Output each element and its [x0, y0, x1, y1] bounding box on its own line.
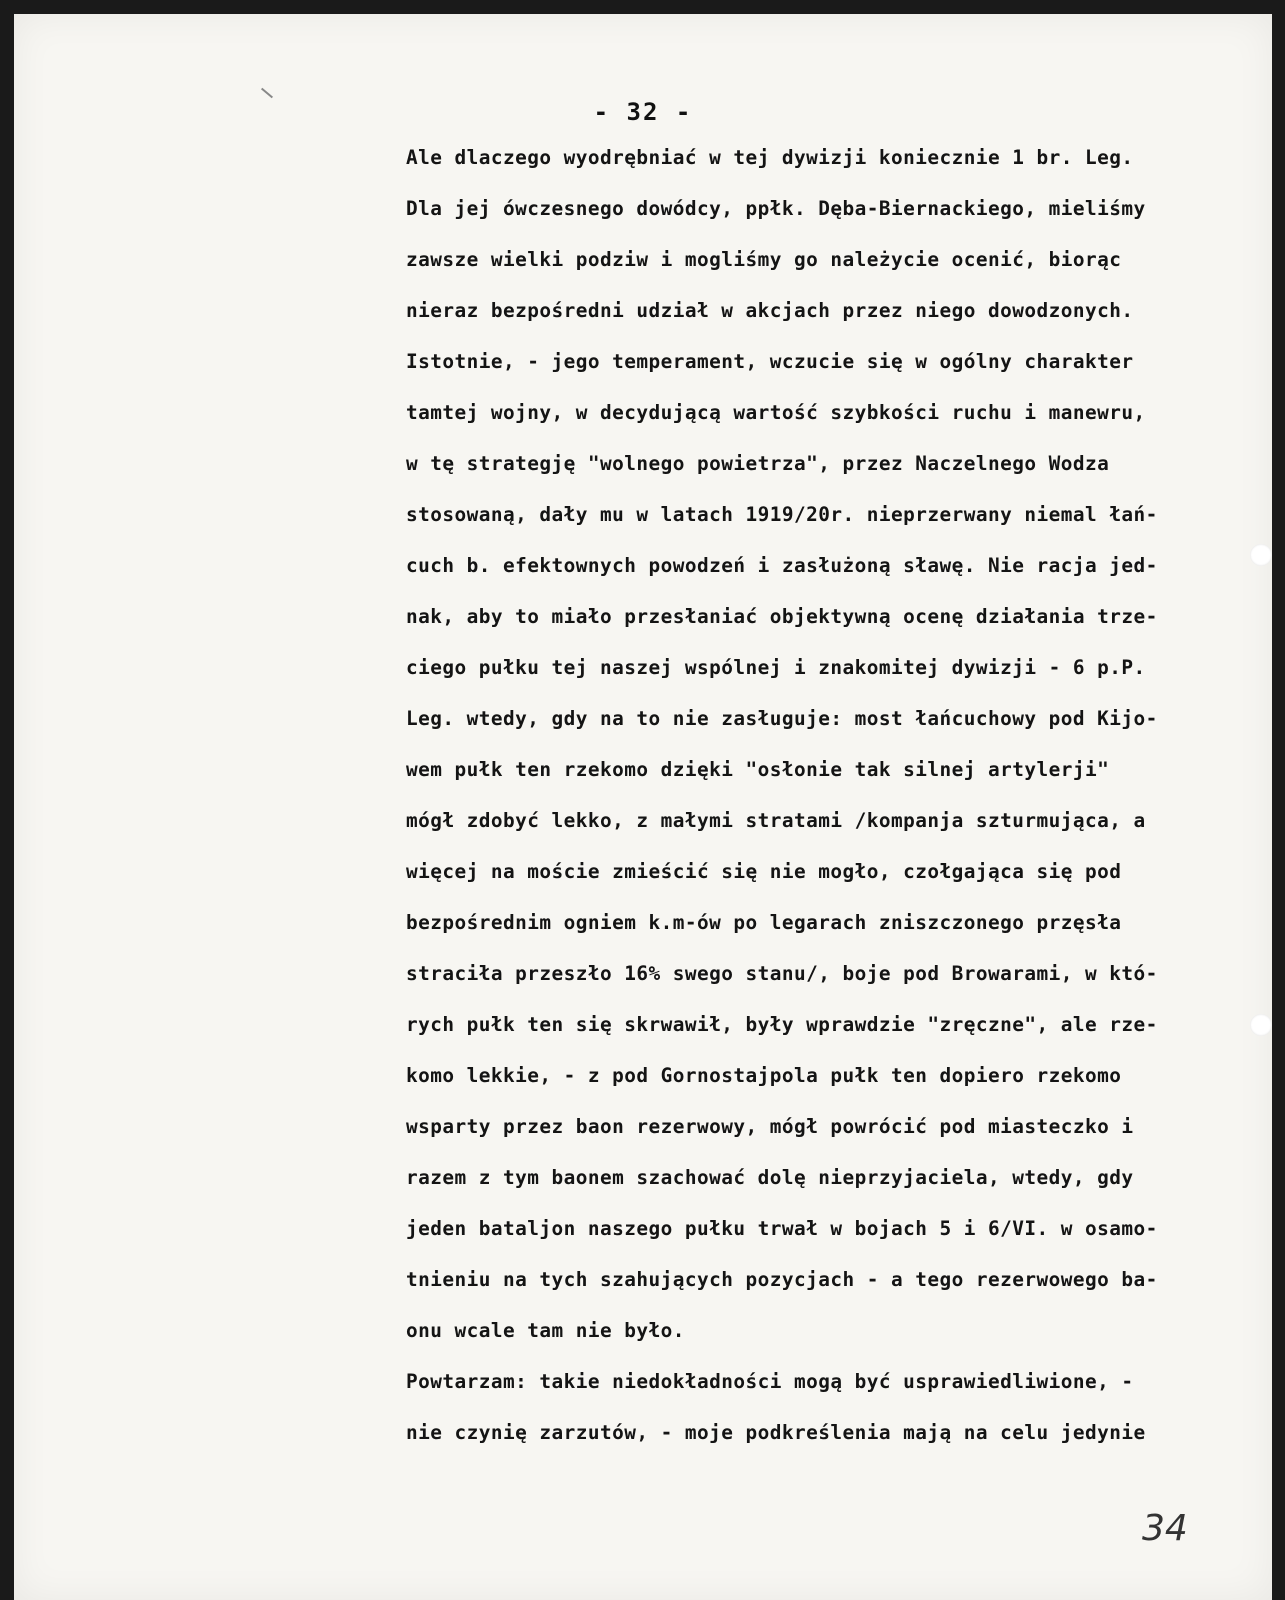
text-line: tamtej wojny, w decydującą wartość szybkości ruchu i manewru,: [406, 401, 1146, 424]
document-page: [14, 14, 1272, 1600]
text-line: cuch b. efektownych powodzeń i zasłużoną sławę. Nie racja jed-: [406, 554, 1158, 577]
text-line: razem z tym baonem szachować dolę nieprzyjaciela, wtedy, gdy: [406, 1166, 1134, 1189]
text-line: Powtarzam: takie niedokładności mogą być usprawiedliwione, -: [406, 1370, 1134, 1393]
text-line: wsparty przez baon rezerwowy, mógł powrócić pod miasteczko i: [406, 1115, 1134, 1138]
text-line: mógł zdobyć lekko, z małymi stratami /kompanja szturmująca, a: [406, 809, 1146, 832]
text-line: zawsze wielki podziw i mogliśmy go należycie ocenić, biorąc: [406, 248, 1122, 271]
text-line: tnieniu na tych szahujących pozycjach - a tego rezerwowego ba-: [406, 1268, 1158, 1291]
text-line: w tę strategję "wolnego powietrza", przez Naczelnego Wodza: [406, 452, 1110, 475]
text-line: komo lekkie, - z pod Gornostajpola pułk ten dopiero rzekomo: [406, 1064, 1122, 1087]
text-line: nak, aby to miało przesłaniać objektywną ocenę działania trze-: [406, 605, 1158, 628]
text-line: ciego pułku tej naszej wspólnej i znakomitej dywizji - 6 p.P.: [406, 656, 1146, 679]
text-line: stosowaną, dały mu w latach 1919/20r. nieprzerwany niemal łań-: [406, 503, 1158, 526]
text-line: Dla jej ówczesnego dowódcy, ppłk. Dęba-Biernackiego, mieliśmy: [406, 197, 1146, 220]
text-line: Leg. wtedy, gdy na to nie zasługuje: most łańcuchowy pod Kijo-: [406, 707, 1158, 730]
stray-mark: [261, 88, 273, 99]
page-number: - 32 -: [593, 98, 693, 126]
text-line: nie czynię zarzutów, - moje podkreślenia mają na celu jedynie: [406, 1421, 1146, 1444]
text-line: wem pułk ten rzekomo dzięki "osłonie tak silnej artylerji": [406, 758, 1110, 781]
text-line: rych pułk ten się skrwawił, były wprawdzie "zręczne", ale rze-: [406, 1013, 1158, 1036]
text-line: Ale dlaczego wyodrębniać w tej dywizji koniecznie 1 br. Leg.: [406, 146, 1134, 169]
text-line: bezpośrednim ogniem k.m-ów po legarach zniszczonego przęsła: [406, 911, 1122, 934]
text-line: onu wcale tam nie było.: [406, 1319, 685, 1342]
text-line: jeden bataljon naszego pułku trwał w bojach 5 i 6/VI. w osamo-: [406, 1217, 1158, 1240]
handwritten-folio-number: 34: [1142, 1508, 1188, 1549]
text-line: straciła przeszło 16% swego stanu/, boje pod Browarami, w któ-: [406, 962, 1158, 985]
punch-hole: [1250, 1014, 1272, 1036]
text-line: nieraz bezpośredni udział w akcjach przez niego dowodzonych.: [406, 299, 1134, 322]
punch-hole: [1250, 544, 1272, 566]
text-line: Istotnie, - jego temperament, wczucie się w ogólny charakter: [406, 350, 1134, 373]
text-line: więcej na moście zmieścić się nie mogło, czołgająca się pod: [406, 860, 1122, 883]
